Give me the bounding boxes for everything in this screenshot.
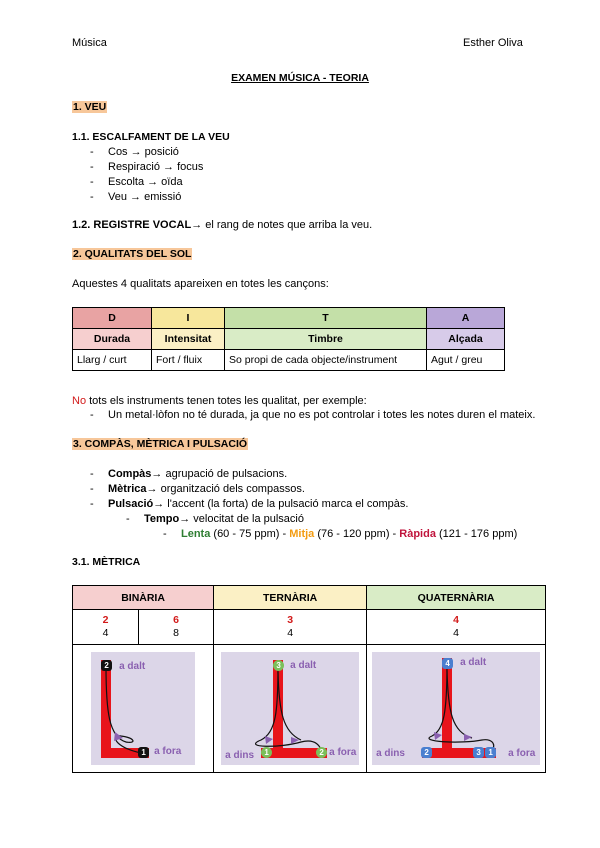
note-text: tots els instruments tenen totes les qualitat, per exemple: — [86, 395, 367, 407]
separator: - — [389, 528, 400, 540]
tempo-rapida-range: (121 - 176 ppm) — [435, 528, 518, 540]
table-cell — [367, 610, 546, 645]
beat-4-marker: 4 — [442, 658, 453, 669]
beat-1-marker: 1 — [261, 747, 272, 758]
table-cell: T — [225, 308, 427, 329]
table-cell: So propi de cada objecte/instrument — [225, 350, 427, 371]
denominator: 8 — [173, 627, 179, 639]
beat-3-marker: 3 — [473, 747, 484, 758]
definition: → velocitat de la pulsació — [179, 513, 304, 525]
denominator: 4 — [102, 627, 109, 639]
beat-2-marker: 2 — [421, 747, 432, 758]
tempo-lenta-range: (60 - 75 ppm) — [210, 528, 280, 540]
list-item — [126, 512, 304, 527]
denominator: 4 — [287, 627, 294, 639]
separator: - — [279, 528, 290, 540]
header-author: Esther Oliva — [463, 37, 523, 49]
tempo-lenta: Lenta — [181, 528, 211, 540]
label-a-dalt: a dalt — [460, 657, 487, 668]
list-item — [90, 482, 408, 497]
term: Tempo — [144, 513, 180, 525]
table-cell — [139, 610, 214, 645]
tempo-mitja: Mitja — [289, 528, 315, 540]
numerator: 2 — [102, 614, 109, 626]
term: Compàs — [108, 468, 152, 480]
metric-table — [72, 585, 546, 773]
list-item: - Escolta → oïda — [90, 175, 203, 190]
beat-3-marker: 3 — [273, 660, 284, 671]
list-item: - Veu → emissió — [90, 190, 203, 205]
label-a-fora: a fora — [329, 747, 357, 758]
section-1-heading: 1. VEU — [73, 101, 107, 113]
vocal-register-def: → el rang de notes que arriba la veu. — [191, 219, 373, 231]
qualities-table — [72, 307, 505, 371]
beat-1-marker: 1 — [485, 747, 496, 758]
label-a-fora: a fora — [508, 748, 536, 759]
numerator: 4 — [453, 614, 459, 626]
beat-2-marker: 2 — [316, 747, 327, 758]
subsection-1-2 — [72, 219, 372, 231]
beat-2-marker: 2 — [101, 660, 112, 671]
table-cell: Timbre — [225, 329, 427, 350]
table-cell — [367, 645, 546, 773]
subsection-1-1: 1.1. ESCALFAMENT DE LA VEU — [72, 131, 230, 143]
list-item — [90, 467, 408, 482]
definition: → agrupació de pulsacions. — [151, 468, 288, 480]
subsection-3-1: 3.1. MÈTRICA — [72, 556, 141, 568]
table-cell — [214, 610, 367, 645]
list-item: - Respiració → focus — [90, 160, 203, 175]
label-a-dins: a dins — [225, 750, 255, 761]
definition: → l'accent (la forta) de la pulsació marca el compàs. — [153, 498, 409, 510]
qualities-intro: Aquestes 4 qualitats apareixen en totes les cançons: — [72, 278, 329, 290]
ternary-conducting-diagram — [221, 652, 359, 765]
tempo-mitja-range: (76 - 120 ppm) — [314, 528, 390, 540]
tempo-list — [126, 512, 304, 527]
page-title: EXAMEN MÚSICA - TEORIA — [231, 72, 369, 84]
section-2-heading: 2. QUALITATS DEL SOL — [73, 248, 192, 260]
table-cell — [73, 645, 214, 773]
table-cell: Alçada — [427, 329, 505, 350]
table-cell: TERNÀRIA — [214, 586, 367, 610]
list-item — [90, 497, 408, 512]
label-a-dins: a dins — [376, 748, 405, 759]
table-cell: Intensitat — [152, 329, 225, 350]
table-cell: Agut / greu — [427, 350, 505, 371]
section-3-heading: 3. COMPÀS, MÈTRICA I PULSACIÓ — [73, 438, 248, 450]
table-cell: Durada — [73, 329, 152, 350]
table-cell: QUATERNÀRIA — [367, 586, 546, 610]
label-a-dalt: a dalt — [290, 660, 317, 671]
list-item: - Cos → posició — [90, 145, 203, 160]
header-subject: Música — [72, 37, 107, 49]
term: Pulsació — [108, 498, 154, 510]
vocal-register-term: 1.2. REGISTRE VOCAL — [72, 219, 192, 231]
numerator: 6 — [173, 614, 179, 626]
tempo-ranges — [163, 527, 517, 542]
table-cell — [214, 645, 367, 773]
term: Mètrica — [108, 483, 147, 495]
label-a-fora: a fora — [154, 746, 182, 757]
table-cell: Llarg / curt — [73, 350, 152, 371]
binary-conducting-diagram — [91, 652, 195, 765]
note-list — [90, 408, 535, 423]
definition: → organització dels compassos. — [146, 483, 305, 495]
numerator: 3 — [287, 614, 294, 626]
list-item — [163, 527, 517, 542]
table-cell: BINÀRIA — [73, 586, 214, 610]
label-a-dalt: a dalt — [119, 661, 146, 672]
table-cell: D — [73, 308, 152, 329]
list-item: - Un metal·lòfon no té durada, ja que no es pot controlar i totes les notes duren el mateix. — [90, 408, 535, 423]
table-cell: I — [152, 308, 225, 329]
tempo-rapida: Ràpida — [399, 528, 436, 540]
note-no: No — [72, 395, 87, 407]
quaternary-conducting-diagram — [372, 652, 540, 765]
table-cell: Fort / fluix — [152, 350, 225, 371]
warmup-list — [90, 145, 203, 205]
qualities-note — [72, 395, 367, 407]
table-cell: A — [427, 308, 505, 329]
table-cell — [73, 610, 139, 645]
beat-1-marker: 1 — [138, 747, 149, 758]
denominator: 4 — [453, 627, 459, 639]
rhythm-list — [90, 467, 408, 512]
